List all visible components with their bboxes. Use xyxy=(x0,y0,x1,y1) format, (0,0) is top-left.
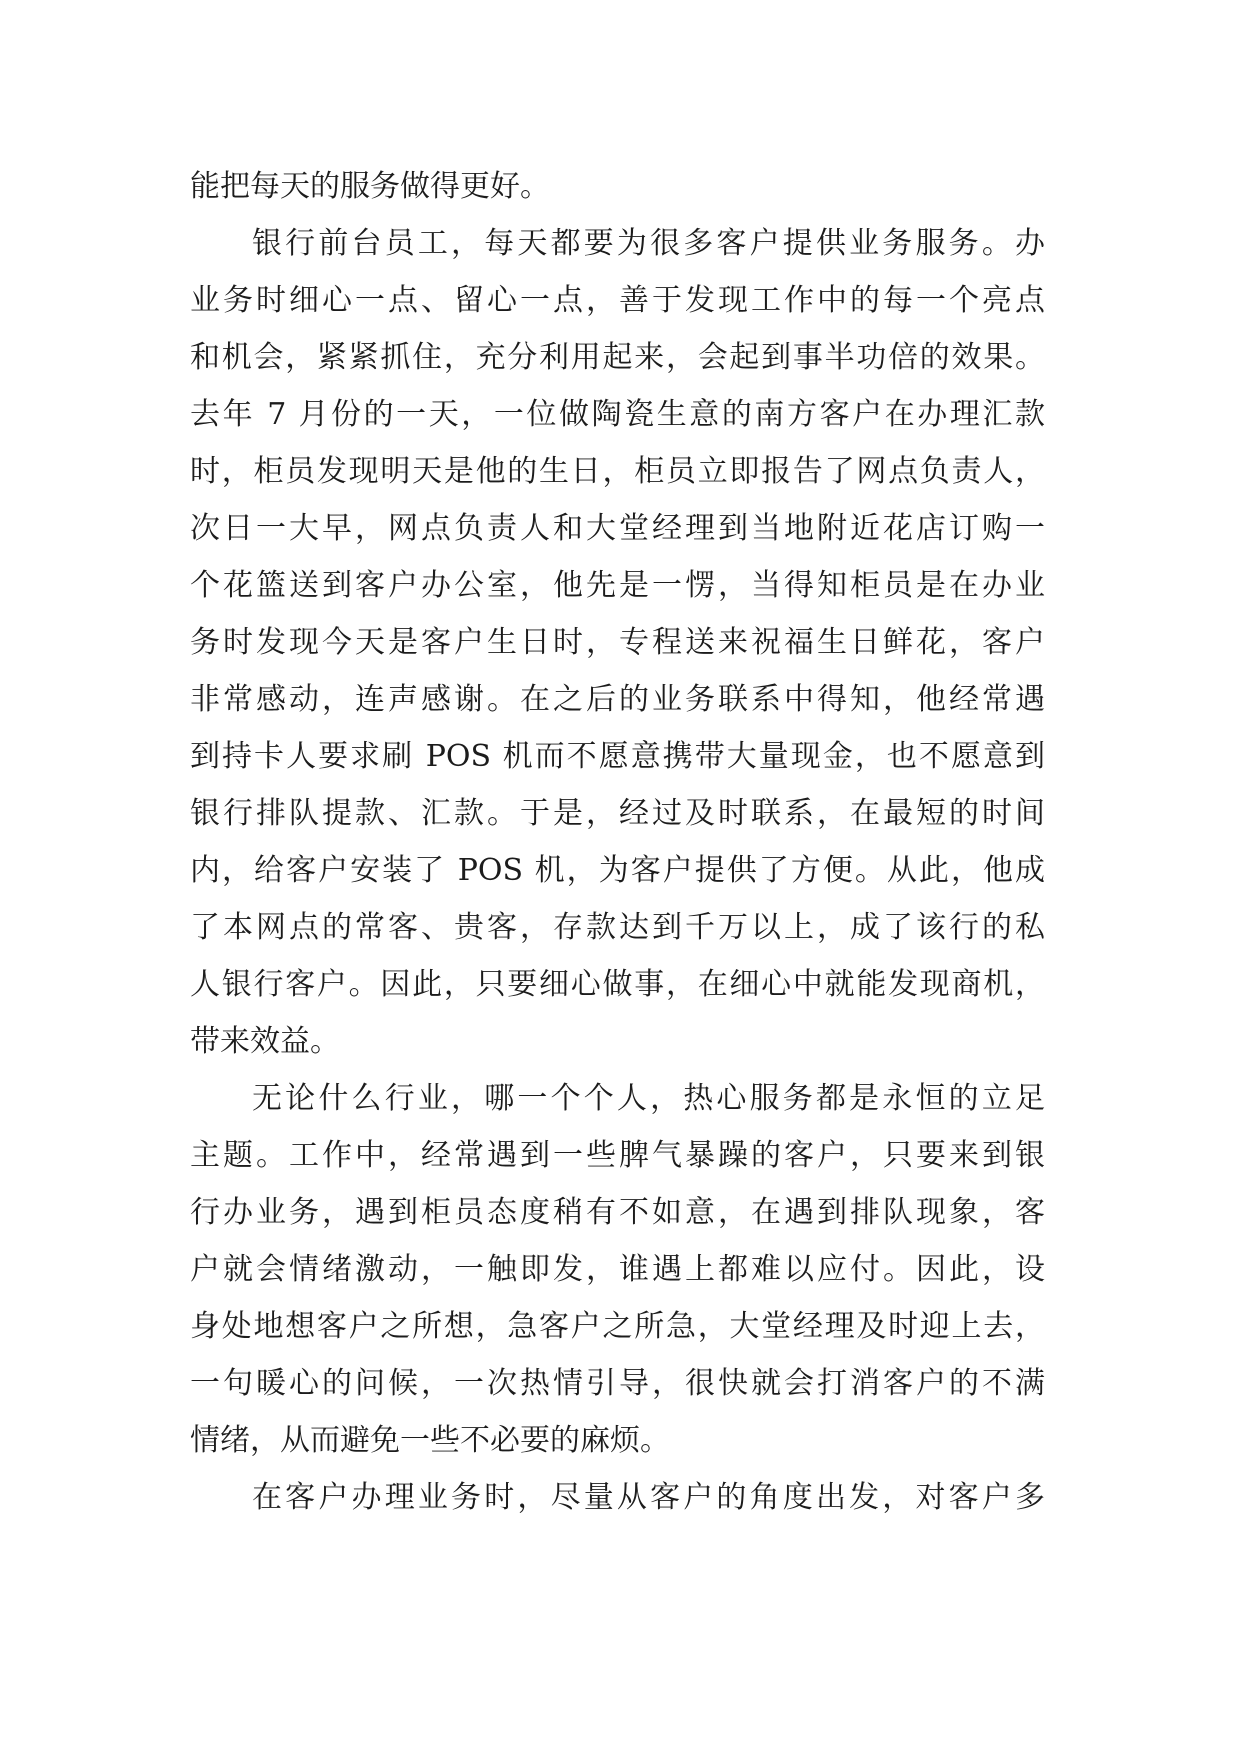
text-line: 银行排队提款、汇款。于是，经过及时联系，在最短的时间 xyxy=(190,796,1045,831)
text-line: 非常感动，连声感谢。在之后的业务联系中得知，他经常遇 xyxy=(190,682,1045,717)
text-line: 务时发现今天是客户生日时，专程送来祝福生日鲜花，客户 xyxy=(190,625,1045,660)
text-line: 银行前台员工，每天都要为很多客户提供业务服务。办 xyxy=(252,226,1045,261)
text-line: 时，柜员发现明天是他的生日，柜员立即报告了网点负责人， xyxy=(190,454,1045,489)
text-line: 身处地想客户之所想，急客户之所急，大堂经理及时迎上去， xyxy=(190,1309,1045,1344)
text-line: 情绪，从而避免一些不必要的麻烦。 xyxy=(190,1423,670,1458)
text-line: 业务时细心一点、留心一点，善于发现工作中的每一个亮点 xyxy=(190,283,1045,318)
text-line: 和机会，紧紧抓住，充分利用起来，会起到事半功倍的效果。 xyxy=(190,340,1045,375)
text-line: 到持卡人要求刷 POS 机而不愿意携带大量现金，也不愿意到 xyxy=(190,739,1045,774)
text-line: 行办业务，遇到柜员态度稍有不如意，在遇到排队现象，客 xyxy=(190,1195,1045,1230)
text-line: 个花篮送到客户办公室，他先是一愣，当得知柜员是在办业 xyxy=(190,568,1045,603)
text-line: 能把每天的服务做得更好。 xyxy=(190,169,550,204)
text-line: 在客户办理业务时，尽量从客户的角度出发，对客户多 xyxy=(252,1480,1045,1515)
text-line: 带来效益。 xyxy=(190,1024,340,1059)
text-line: 去年 7 月份的一天，一位做陶瓷生意的南方客户在办理汇款 xyxy=(190,397,1045,432)
text-line: 一句暖心的问候，一次热情引导，很快就会打消客户的不满 xyxy=(190,1366,1045,1401)
text-line: 次日一大早，网点负责人和大堂经理到当地附近花店订购一 xyxy=(190,511,1045,546)
text-line: 无论什么行业，哪一个个人，热心服务都是永恒的立足 xyxy=(252,1081,1045,1116)
text-line: 人银行客户。因此，只要细心做事，在细心中就能发现商机， xyxy=(190,967,1045,1002)
text-line: 户就会情绪激动，一触即发，谁遇上都难以应付。因此，设 xyxy=(190,1252,1045,1287)
text-line: 主题。工作中，经常遇到一些脾气暴躁的客户，只要来到银 xyxy=(190,1138,1045,1173)
text-line: 内，给客户安装了 POS 机，为客户提供了方便。从此，他成 xyxy=(190,853,1045,888)
text-line: 了本网点的常客、贵客，存款达到千万以上，成了该行的私 xyxy=(190,910,1045,945)
